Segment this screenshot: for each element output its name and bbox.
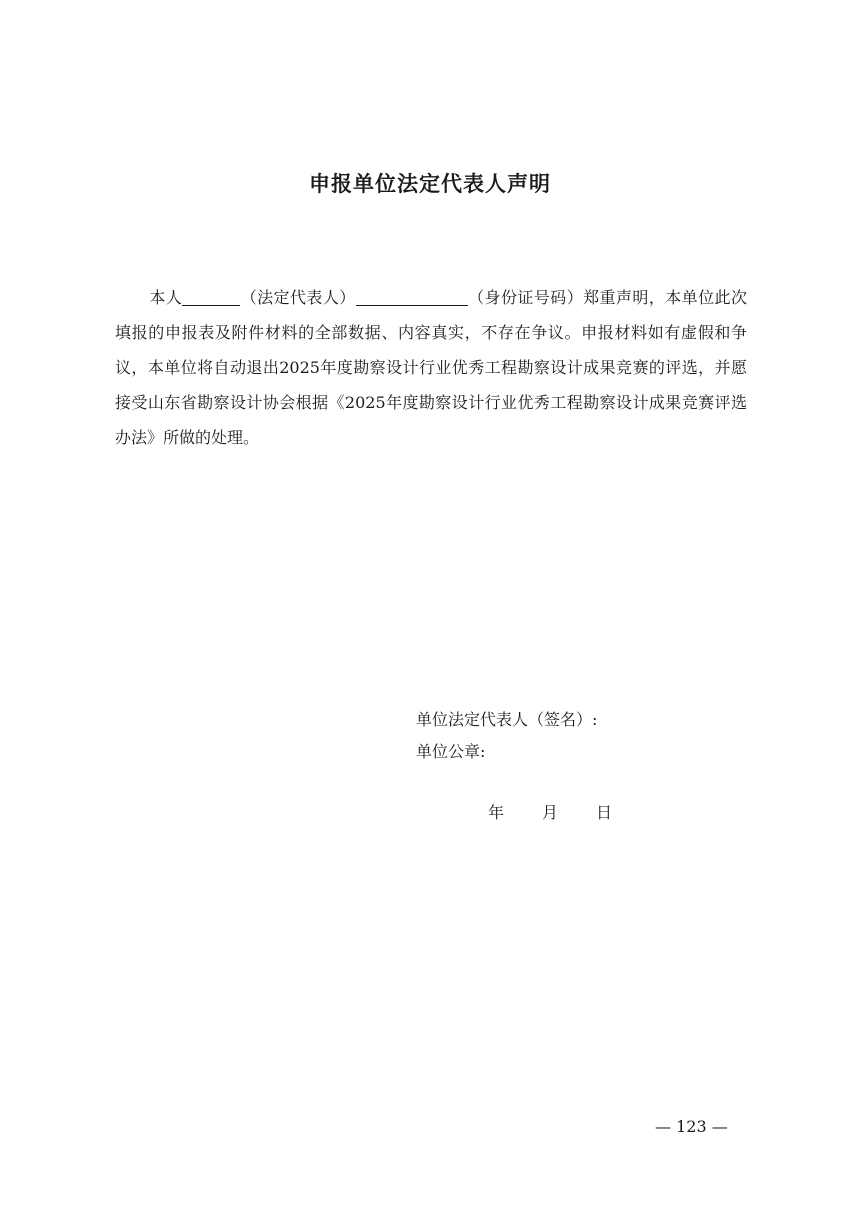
declaration-text-representative: （法定代表人） <box>240 288 356 307</box>
id-number-blank <box>356 287 468 306</box>
page-title: 申报单位法定代表人声明 <box>309 172 551 196</box>
declaration-paragraph <box>115 280 747 455</box>
declaration-text-body: （身份证号码）郑重声明，本单位此次填报的申报表及附件材料的全部数据、内容真实，不存在争议。申报材料如有虚假和争议，本单位将自动退出2025年度勘察设计行业优秀工程勘察设计成果竞赛的评选，并愿接受山东省勘察设计协会根据《2025年度勘察设计行业优秀工程勘察设计成果竞赛评选办法》所做的处理。 <box>115 288 747 447</box>
date-line <box>488 800 612 823</box>
date-month-label: 月 <box>542 803 559 822</box>
representative-name-blank <box>182 287 240 306</box>
date-day-label: 日 <box>596 803 613 822</box>
signature-block <box>416 704 597 768</box>
declaration-text-start: 本人 <box>149 288 183 307</box>
representative-signature-label: 单位法定代表人（签名）: <box>416 710 598 729</box>
date-year-label: 年 <box>488 803 505 822</box>
page-number: — 123 — <box>655 1117 728 1136</box>
unit-seal-label: 单位公章: <box>416 742 486 761</box>
